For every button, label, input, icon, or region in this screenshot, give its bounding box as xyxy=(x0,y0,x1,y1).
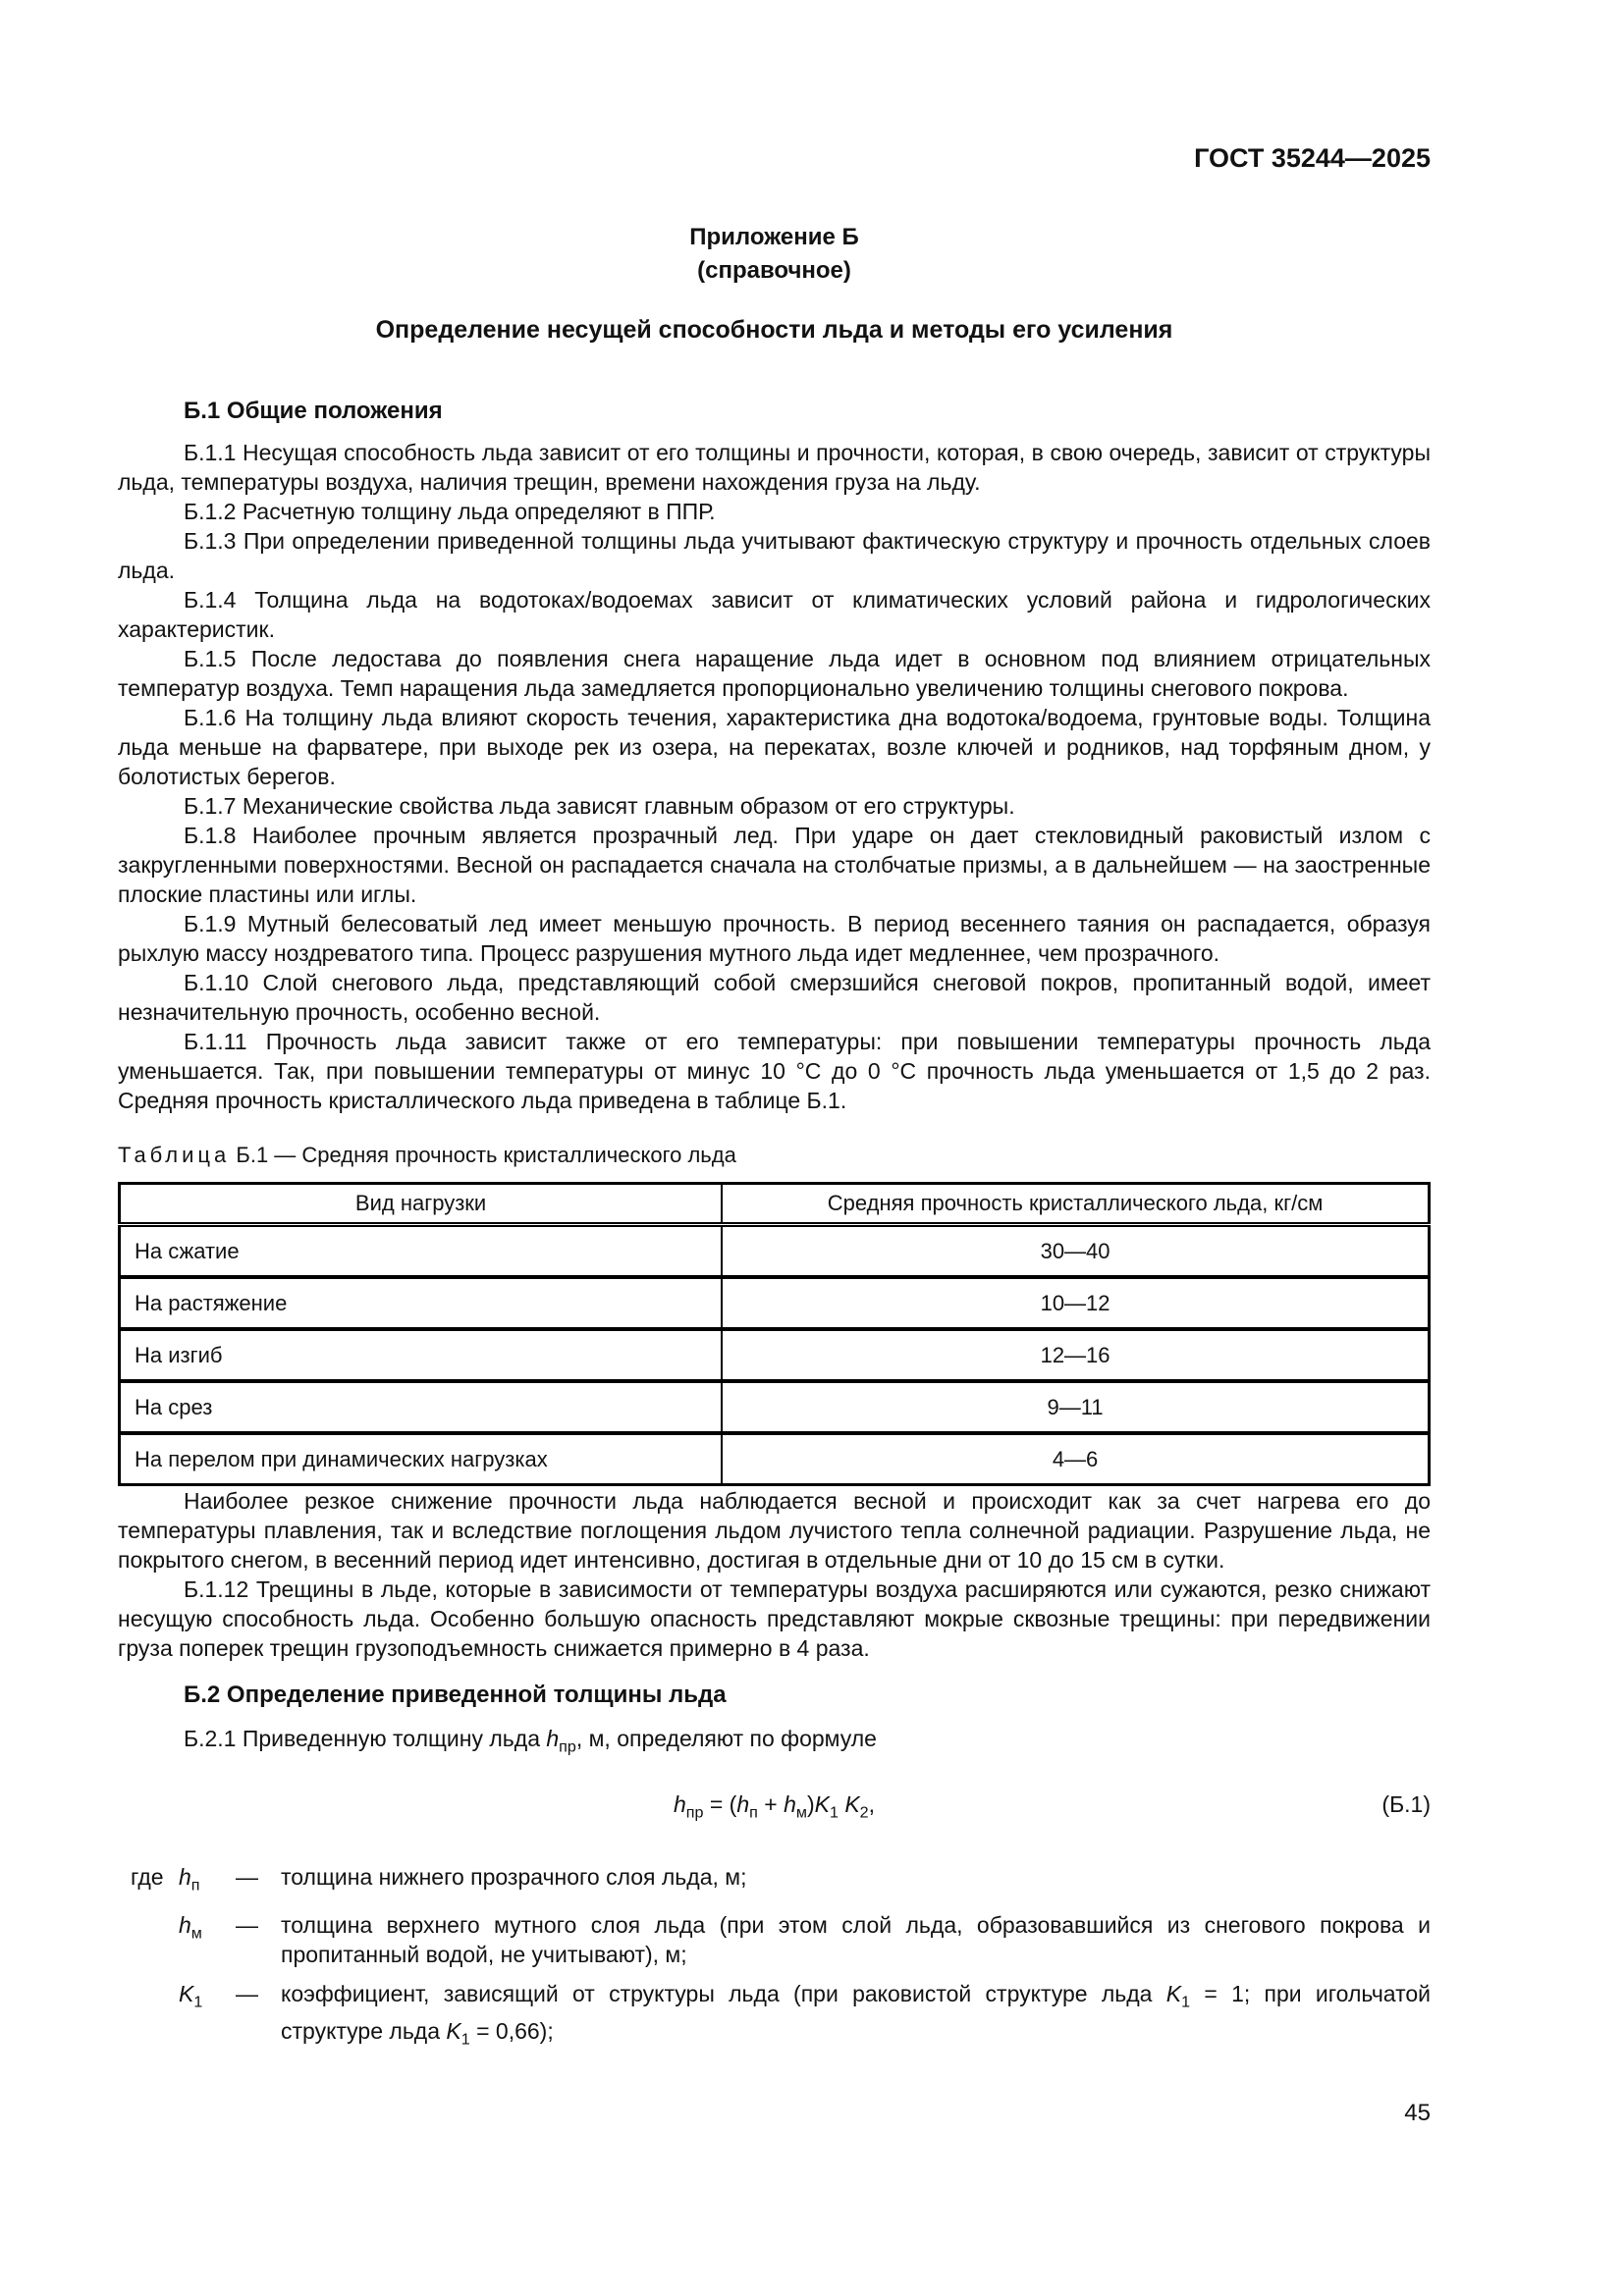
definition-var: h xyxy=(179,1911,191,1938)
definition-row-hm xyxy=(118,1910,1431,1969)
formula-number: (Б.1) xyxy=(1381,1790,1431,1817)
b2-intro-text-1: Б.2.1 Приведенную толщину льда xyxy=(184,1726,547,1751)
table-row xyxy=(120,1381,1430,1433)
definition-dash: — xyxy=(236,1864,258,1891)
table-row xyxy=(120,1225,1430,1278)
cell-load-type: На перелом при динамических нагрузках xyxy=(120,1433,723,1485)
formula-operator: = ( xyxy=(703,1790,737,1817)
formula-operator: + xyxy=(757,1790,785,1817)
standard-number-header: ГОСТ 35244—2025 xyxy=(1194,143,1431,173)
appendix-label: Приложение Б xyxy=(689,224,859,250)
paragraph-b1-4: Б.1.4 Толщина льда на водотоках/водоемах зависит от климатических условий района и гидрологических характеристик. xyxy=(118,587,1431,642)
paragraph-after-table: Наиболее резкое снижение прочности льда наблюдается весной и происходит как за счет нагрева его до температуры плавления, так и вследствие поглощения льдом лучистого тепла солнечной радиации. Разрушение льда, не покрытого снегом, в весенний период идет интенсивно, достигая в отдельные дни от 10 до 15 см в сутки. xyxy=(118,1488,1431,1573)
definition-text-part: коэффициент, зависящий от структуры льда (при раковистой структуре льда xyxy=(281,1980,1166,2006)
paragraph-b1-11: Б.1.11 Прочность льда зависит также от его температуры: при повышении температуры прочность льда уменьшается. Так, при повышении температуры от минус 10 °С до 0 °С прочность льда уменьшается от 1,5 до 2 раз. Средняя прочность кристаллического льда приведена в таблице Б.1. xyxy=(118,1029,1431,1113)
where-label: где xyxy=(131,1864,164,1891)
definition-text: толщина нижнего прозрачного слоя льда, м; xyxy=(281,1864,747,1891)
paragraph-b1-9: Б.1.9 Мутный белесоватый лед имеет меньшую прочность. В период весеннего таяния он распадается, образуя рыхлую массу ноздреватого типа. Процесс разрушения мутного льда идет медленнее, чем прозрачного. xyxy=(118,911,1431,966)
paragraph-b1-10: Б.1.10 Слой снегового льда, представляющий собой смерзшийся снеговой покров, пропитанный водой, имеет незначительную прочность, особенно весной. xyxy=(118,970,1431,1025)
paragraph-b1-6: Б.1.6 На толщину льда влияют скорость течения, характеристика дна водотока/водоема, грунтовые воды. Толщина льда меньше на фарватере, при выходе рек из озера, на перекатах, возле ключей и родников, над торфяным дном, у болотистых берегов. xyxy=(118,705,1431,789)
definition-row-hp xyxy=(118,1862,1431,1900)
definition-sub: 1 xyxy=(1181,1993,1191,2011)
appendix-type-note: (справочное) xyxy=(697,257,851,284)
cell-strength: 30—40 xyxy=(1040,1238,1110,1263)
definition-sub: 1 xyxy=(460,2030,470,2049)
where-spacer xyxy=(118,1910,179,1969)
definition-symbol xyxy=(179,1979,236,2055)
table-caption-text: Б.1 — Средняя прочность кристаллического льда xyxy=(236,1143,736,1167)
table-caption-label: Таблица xyxy=(118,1143,231,1167)
definition-text xyxy=(281,1979,1431,2055)
paragraph-b1-12: Б.1.12 Трещины в льде, которые в зависимости от температуры воздуха расширяются или сужаются, резко снижают несущую способность льда. Особенно большую опасность представляют мокрые сквозные трещины: при передвижении груза поперек трещин грузоподъемность снижается примерно в 4 раза. xyxy=(118,1576,1431,1661)
formula-sub: пр xyxy=(685,1803,704,1822)
page-content xyxy=(118,0,1431,2127)
page-number: 45 xyxy=(1404,2099,1431,2126)
b2-intro-subscript: пр xyxy=(559,1737,576,1756)
formula-var: K xyxy=(844,1790,860,1817)
paragraph-b1-2: Б.1.2 Расчетную толщину льда определяют в ППР. xyxy=(184,499,716,524)
b2-intro-text-2: , м, определяют по формуле xyxy=(575,1726,877,1751)
formula-operator: , xyxy=(868,1790,875,1817)
section-b2-heading: Б.2 Определение приведенной толщины льда xyxy=(184,1682,727,1708)
formula-b1-row xyxy=(118,1789,1431,1828)
formula-sub: п xyxy=(749,1803,758,1822)
formula-var: h xyxy=(784,1790,796,1817)
table-row xyxy=(120,1433,1430,1485)
definition-symbol xyxy=(179,1910,236,1969)
definition-dash: — xyxy=(236,1911,258,1938)
formula-sub: 1 xyxy=(829,1803,839,1822)
paragraph-b1-3: Б.1.3 При определении приведенной толщины льда учитывают фактическую структуру и прочность отдельных слоев льда. xyxy=(118,528,1431,583)
definition-sub: 1 xyxy=(193,1993,203,2011)
paragraph-b2-1 xyxy=(118,1724,1431,1762)
definition-var: K xyxy=(446,2018,461,2045)
definition-var: h xyxy=(179,1864,191,1891)
cell-strength: 4—6 xyxy=(722,1433,1429,1485)
paragraph-b1-7: Б.1.7 Механические свойства льда зависят главным образом от его структуры. xyxy=(184,793,1015,819)
formula-sub: 2 xyxy=(859,1803,869,1822)
formula-b1 xyxy=(118,1789,1431,1828)
cell-load-type: На сжатие xyxy=(120,1225,723,1278)
table-head xyxy=(120,1184,1430,1225)
table-row xyxy=(120,1277,1430,1329)
section-b1-heading: Б.1 Общие положения xyxy=(184,398,443,424)
definition-dash: — xyxy=(236,1980,258,2006)
definition-row-k1 xyxy=(118,1979,1431,2055)
b2-intro-variable: h xyxy=(546,1726,560,1751)
formula-operator: ) xyxy=(806,1790,815,1817)
column-header-strength: Средняя прочность кристаллического льда, кг/см xyxy=(722,1184,1429,1225)
cell-strength: 10—12 xyxy=(722,1277,1429,1329)
definition-sub: м xyxy=(190,1924,202,1943)
table-body xyxy=(120,1225,1430,1485)
table-header-row xyxy=(120,1184,1430,1225)
formula-var: K xyxy=(814,1790,830,1817)
cell-strength: 12—16 xyxy=(722,1329,1429,1381)
definition-sub: п xyxy=(190,1876,200,1895)
definition-var: K xyxy=(1165,1980,1182,2006)
appendix-title: Определение несущей способности льда и методы его усиления xyxy=(375,316,1173,344)
definition-text-part: = 1; при игольчатой структуре льда xyxy=(281,1980,1431,2045)
cell-load-type: На срез xyxy=(120,1381,723,1433)
formula-where-list xyxy=(118,1862,1431,2055)
definition-var: K xyxy=(179,1980,194,2006)
table-caption xyxy=(118,1143,1431,1168)
definition-text-part: = 0,66); xyxy=(469,2018,554,2045)
ice-strength-table xyxy=(118,1182,1431,1486)
cell-load-type: На изгиб xyxy=(120,1329,723,1381)
paragraph-b1-5: Б.1.5 После ледостава до появления снега наращение льда идет в основном под влиянием отрицательных температур воздуха. Темп наращения льда замедляется пропорционально увеличению толщины снегового покрова. xyxy=(118,646,1431,701)
definition-symbol xyxy=(179,1862,236,1900)
formula-var: h xyxy=(736,1790,750,1817)
formula-sub: м xyxy=(795,1803,807,1822)
appendix-heading xyxy=(118,221,1431,288)
paragraph-b1-1: Б.1.1 Несущая способность льда зависит от его толщины и прочности, которая, в свою очередь, зависит от структуры льда, температуры воздуха, наличия трещин, времени нахождения груза на льду. xyxy=(118,440,1431,495)
definition-text: толщина верхнего мутного слоя льда (при этом слой льда, образовавшийся из снегового покрова и пропитанный водой, не учитывают), м; xyxy=(281,1911,1431,1967)
table-row xyxy=(120,1329,1430,1381)
where-spacer xyxy=(118,1979,179,2055)
cell-strength: 9—11 xyxy=(722,1381,1429,1433)
cell-load-type: На растяжение xyxy=(120,1277,723,1329)
column-header-load-type: Вид нагрузки xyxy=(120,1184,723,1225)
paragraph-b1-8: Б.1.8 Наиболее прочным является прозрачный лед. При ударе он дает стекловидный раковистый излом с закругленными поверхностями. Весной он распадается сначала на столбчатые призмы, а в дальнейшем — на заостренные плоские пластины или иглы. xyxy=(118,823,1431,907)
formula-var: h xyxy=(674,1790,686,1817)
